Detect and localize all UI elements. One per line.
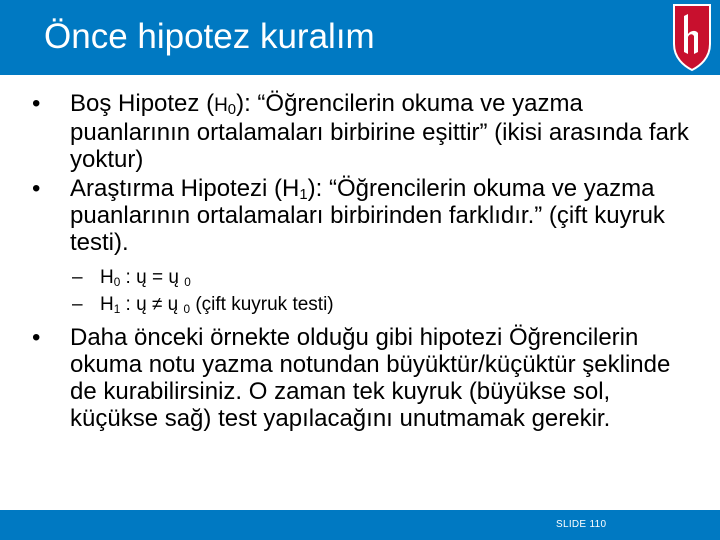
sub-formula: : ų = ų (120, 267, 185, 288)
sub-h: H (100, 294, 114, 315)
bullet-text: ): “Öğrencilerin okuma ve yazma puanlarının ortalamaları birbirinden farklıdır.” (çift kuyruk testi). (70, 175, 665, 256)
slide-body (32, 90, 692, 434)
bullet-text: Daha önceki örnekte olduğu gibi hipotezi Öğrencilerin okuma notu yazma notundan büyüktür/küçüktür şeklinde de kurabilirsiniz. O zaman tek kuyruk (büyükse sol, küçükse sağ) test yapılacağını unutmamak gerekir. (70, 324, 671, 432)
sub-item-h1 (32, 291, 692, 318)
slide-number: SLIDE 110 (556, 519, 607, 530)
sub-item-h0 (32, 264, 692, 291)
bullet-dot: • (32, 175, 41, 202)
dash-marker: – (72, 267, 83, 288)
subscript: 1 (113, 303, 121, 316)
bullet-dot: • (32, 90, 41, 117)
dash-marker: – (72, 294, 83, 315)
sub-list (32, 264, 692, 318)
bullet-null-hypothesis (32, 90, 692, 173)
bullet-lead: Boş Hipotez ( (70, 90, 215, 117)
footer-bar (0, 510, 720, 540)
subscript: 0 (183, 303, 191, 316)
sub-tail: (çift kuyruk testi) (190, 294, 334, 315)
bullet-dot: • (32, 324, 41, 351)
bullet-text: ): “Öğrencilerin okuma ve yazma puanlarının ortalamaları birbirine eşittir” (ikisi arasında fark yoktur) (70, 90, 689, 173)
sub-h: H (100, 267, 114, 288)
sub-formula: : ų ≠ ų (120, 294, 184, 315)
bullet-lead: Araştırma Hipotezi (H (70, 175, 300, 202)
subscript: 0 (184, 276, 191, 289)
subscript: 0 (227, 102, 237, 118)
hypothesis-symbol: H (214, 95, 228, 116)
slide-title: Önce hipotez kuralım (44, 17, 375, 56)
subscript: 0 (113, 276, 121, 289)
bullet-research-hypothesis (32, 175, 692, 256)
bullet-one-tailed-note (32, 324, 692, 432)
subscript: 1 (299, 187, 308, 203)
university-logo-icon (664, 0, 720, 75)
